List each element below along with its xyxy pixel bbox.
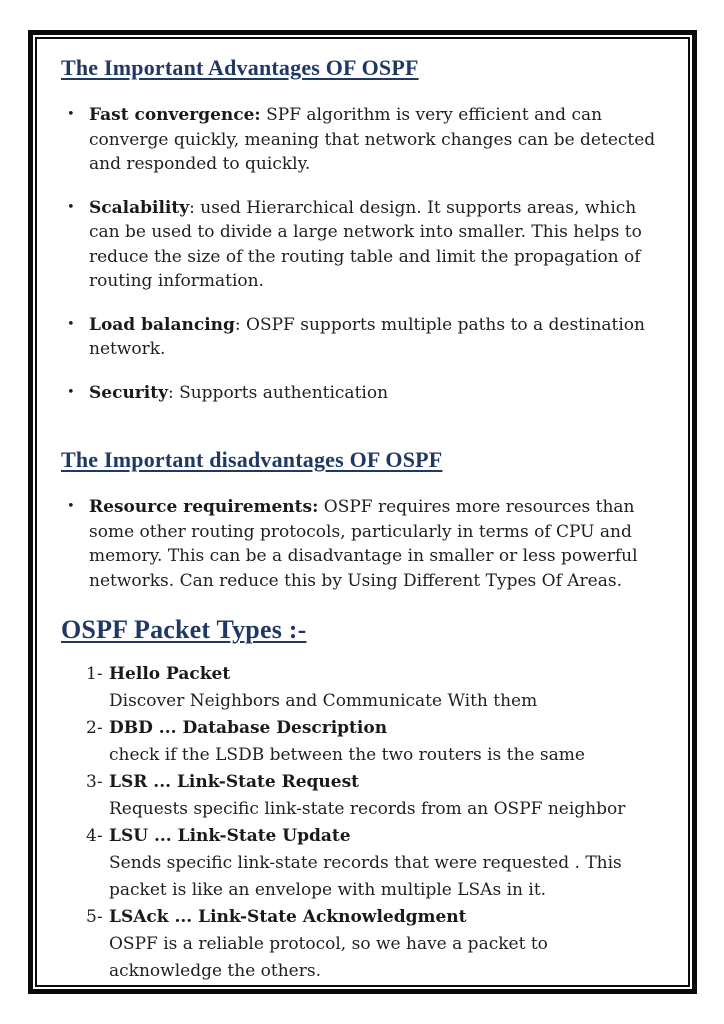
list-item-text — [89, 495, 658, 593]
packet-title: LSU ... Link-State Update — [109, 826, 351, 846]
bullet-icon — [61, 103, 89, 177]
list-item-desc: SPF algorithm is very efficient and can converge quickly, meaning that network changes can be detected and responded to quickly. — [89, 105, 656, 174]
list-item-desc: : OSPF supports multiple paths to a destination network. — [89, 314, 645, 359]
bullet-icon — [61, 381, 89, 406]
disadvantages-heading: The Important disadvantages OF OSPF — [61, 447, 443, 472]
packet-item — [86, 661, 658, 715]
bullet-icon — [61, 313, 89, 362]
packet-title: LSAck ... Link-State Acknowledgment — [109, 907, 467, 927]
list-item-term: Fast convergence: — [89, 105, 261, 125]
list-item-term: Resource requirements: — [89, 497, 319, 517]
list-item-term: Security — [89, 382, 168, 403]
packet-body — [109, 769, 658, 823]
packet-desc: Discover Neighbors and Communicate With them — [109, 691, 538, 711]
packet-body — [109, 715, 658, 769]
packet-number: 2- — [86, 718, 103, 738]
packet-desc: check if the LSDB between the two routers is the same — [109, 745, 585, 765]
list-item — [61, 495, 658, 593]
page-content — [35, 37, 690, 987]
list-item-text — [89, 313, 658, 362]
list-item-text — [89, 381, 658, 406]
bullet-icon — [61, 196, 89, 294]
packet-title: LSR ... Link-State Request — [109, 772, 360, 792]
packet-body — [109, 904, 658, 985]
packet-item — [86, 769, 658, 823]
packet-item — [86, 715, 658, 769]
list-item — [61, 313, 658, 362]
list-item-desc: : used Hierarchical design. It supports areas, which can be used to divide a large network into smaller. This helps to reduce the size of the routing table and limit the propagation of routing information. — [89, 197, 642, 291]
packet-title: Hello Packet — [109, 664, 231, 684]
packet-number: 5- — [86, 907, 103, 927]
list-item-desc: OSPF requires more resources than some other routing protocols, particularly in terms of CPU and memory. This can be a disadvantage in smaller or less powerful networks. Can reduce this by Using Different Types Of Areas. — [89, 497, 638, 591]
packet-types-list — [61, 661, 658, 985]
packet-title: DBD ... Database Description — [109, 718, 388, 738]
list-item-text — [89, 103, 658, 177]
advantages-list — [61, 103, 658, 405]
list-item-desc: : Supports authentication — [167, 382, 389, 403]
list-item — [61, 196, 658, 294]
packet-item — [86, 904, 658, 985]
packet-desc: Requests specific link-state records from an OSPF neighbor — [109, 799, 626, 819]
packet-types-heading: OSPF Packet Types :- — [61, 615, 307, 644]
packet-body — [109, 823, 658, 904]
list-item — [61, 103, 658, 177]
list-item-text — [89, 196, 658, 294]
bullet-icon — [61, 495, 89, 593]
packet-number: 3- — [86, 772, 103, 792]
packet-number: 1- — [86, 664, 103, 684]
list-item-term: Scalability — [89, 197, 190, 218]
packet-number: 4- — [86, 826, 103, 846]
advantages-heading: The Important Advantages OF OSPF — [61, 55, 419, 80]
list-item-term: Load balancing — [89, 314, 235, 335]
packet-body — [109, 661, 658, 715]
packet-desc: OSPF is a reliable protocol, so we have a packet to acknowledge the others. — [109, 934, 548, 981]
packet-item — [86, 823, 658, 904]
packet-desc: Sends specific link-state records that were requested . This packet is like an envelope with multiple LSAs in it. — [109, 853, 622, 900]
page-border-frame — [28, 30, 697, 994]
disadvantages-list — [61, 495, 658, 593]
list-item — [61, 381, 658, 406]
